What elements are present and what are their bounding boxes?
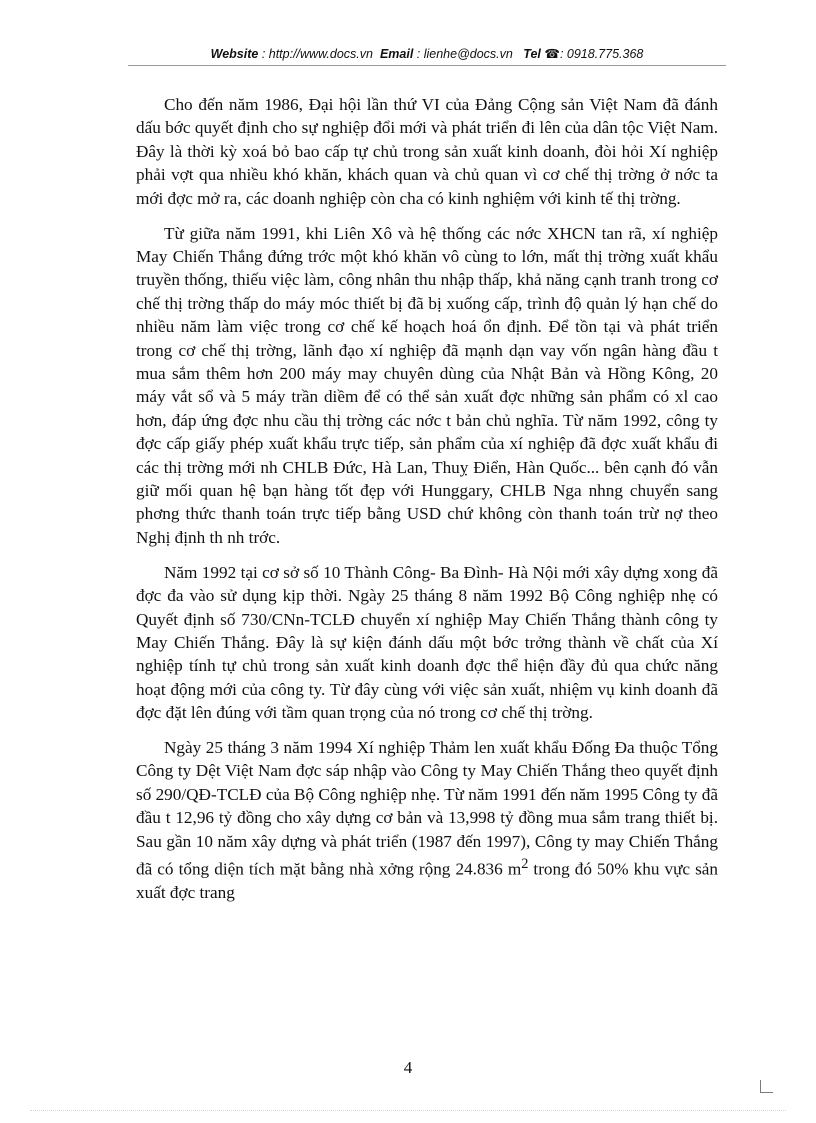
tel-value: : 0918.775.368 (559, 47, 644, 61)
paragraph-2: Từ giữa năm 1991, khi Liên Xô và hệ thống các nớc XHCN tan rã, xí nghiệp May Chiến Thắng đứng trớc một khó khăn vô cùng to lớn, mất thị trờng xuất khẩu truyền thống, thiếu việc làm, công nhân thu nhập thấp, khả năng cạnh tranh trong cơ chế thị trờng thấp do máy móc thiết bị đã bị xuống cấp, trình độ quản lý hạn chế do nhiều năm làm việc trong cơ chế kế hoạch hoá ổn định. Để tồn tại và phát triển trong cơ chế thị trờng, lãnh đạo xí nghiệp đã mạnh dạn vay vốn ngân hàng đầu t mua sắm thêm hơn 200 máy may chuyên dùng của Nhật Bản và Hồng Kông, 20 máy vắt sổ và 5 máy trần diềm để có thể sản xuất đợc những sản phẩm có xl cao hơn, đáp ứng đợc nhu cầu thị trờng các nớc t bản chủ nghĩa. Từ năm 1992, công ty đợc cấp giấy phép xuất khẩu trực tiếp, sản phẩm của xí nghiệp đã đợc xuất khẩu đi các thị trờng mới nh CHLB Đức, Hà Lan, Thuỵ Điển, Hàn Quốc... bên cạnh đó vẫn giữ mối quan hệ bạn hàng tốt đẹp với Hunggary, CHLB Nga nhng chuyển sang phơng thức thanh toán trực tiếp bằng USD chứ không còn thanh toán trừ nợ theo Nghị định th nh trớc. (136, 223, 718, 547)
paragraph-1: Cho đến năm 1986, Đại hội lần thứ VI của Đảng Cộng sản Việt Nam đã đánh dấu bớc quyết định cho sự nghiệp đổi mới và phát triển đi lên của dân tộc Việt Nam. Đây là thời kỳ xoá bỏ bao cấp tự chủ trong sản xuất kinh doanh, đòi hỏi Xí nghiệp phải vợt qua nhiều khó khăn, khách quan và chủ quan vì cơ chế thị trờng ở nớc ta mới đợc mở ra, các doanh nghiệp còn cha có kinh nghiệm với kinh tế thị trờng. (136, 95, 718, 208)
bottom-dotted-rule (30, 1110, 786, 1111)
header-divider (128, 65, 726, 66)
page-header (128, 46, 726, 61)
paragraph-4 (136, 736, 718, 905)
tel-label: Tel (523, 47, 541, 61)
page-number: 4 (403, 1058, 413, 1077)
email-value: : lienhe@docs.vn (416, 47, 513, 61)
paragraph-3: Năm 1992 tại cơ sở số 10 Thành Công- Ba Đình- Hà Nội mới xây dựng xong đã đợc đa vào sử dụng kịp thời. Ngày 25 tháng 8 năm 1992 Bộ Công nghiệp nhẹ có Quyết định số 730/CNn-TCLĐ chuyển xí nghiệp May Chiến Thắng thành công ty May Chiến Thắng. Đây là sự kiện đánh dấu một bớc trởng thành về chất của Xí nghiệp tính tự chủ trong sản xuất kinh doanh đợc thể hiện đầy đủ qua chức năng hoạt động mới của công ty. Từ đây cùng với việc sản xuất, nhiệm vụ kinh doanh đã đợc đặt lên đúng với tầm quan trọng của nó trong cơ chế thị trờng. (136, 562, 718, 723)
corner-crop-mark (760, 1080, 773, 1093)
website-label: Website (210, 47, 259, 61)
email-label: Email (379, 47, 414, 61)
square-meter-superscript: 2 (521, 856, 529, 873)
paragraph-4-text: Ngày 25 tháng 3 năm 1994 Xí nghiệp Thảm len xuất khẩu Đống Đa thuộc Tổng Công ty Dệt Việt Nam đợc sáp nhập vào Công ty May Chiến Thắng theo quyết định số 290/QĐ-TCLĐ của Bộ Công nghiệp nhẹ. Từ năm 1991 đến năm 1995 Công ty đã đầu t 12,96 tỷ đồng cho xây dựng cơ bản và 13,998 tỷ đồng mua sắm trang thiết bị. Sau gần 10 năm xây dựng và phát triển (1987 đến 1997), Công ty may Chiến Thắng đã có tổng diện tích mặt bằng nhà xởng rộng 24.836 m (136, 738, 718, 879)
document-body (136, 93, 718, 916)
website-value: : http://www.docs.vn (261, 47, 373, 61)
phone-icon: ☎ (544, 47, 560, 61)
paragraph-4-tail: trong đó 50% khu vực sản xuất đợc trang (136, 859, 719, 903)
